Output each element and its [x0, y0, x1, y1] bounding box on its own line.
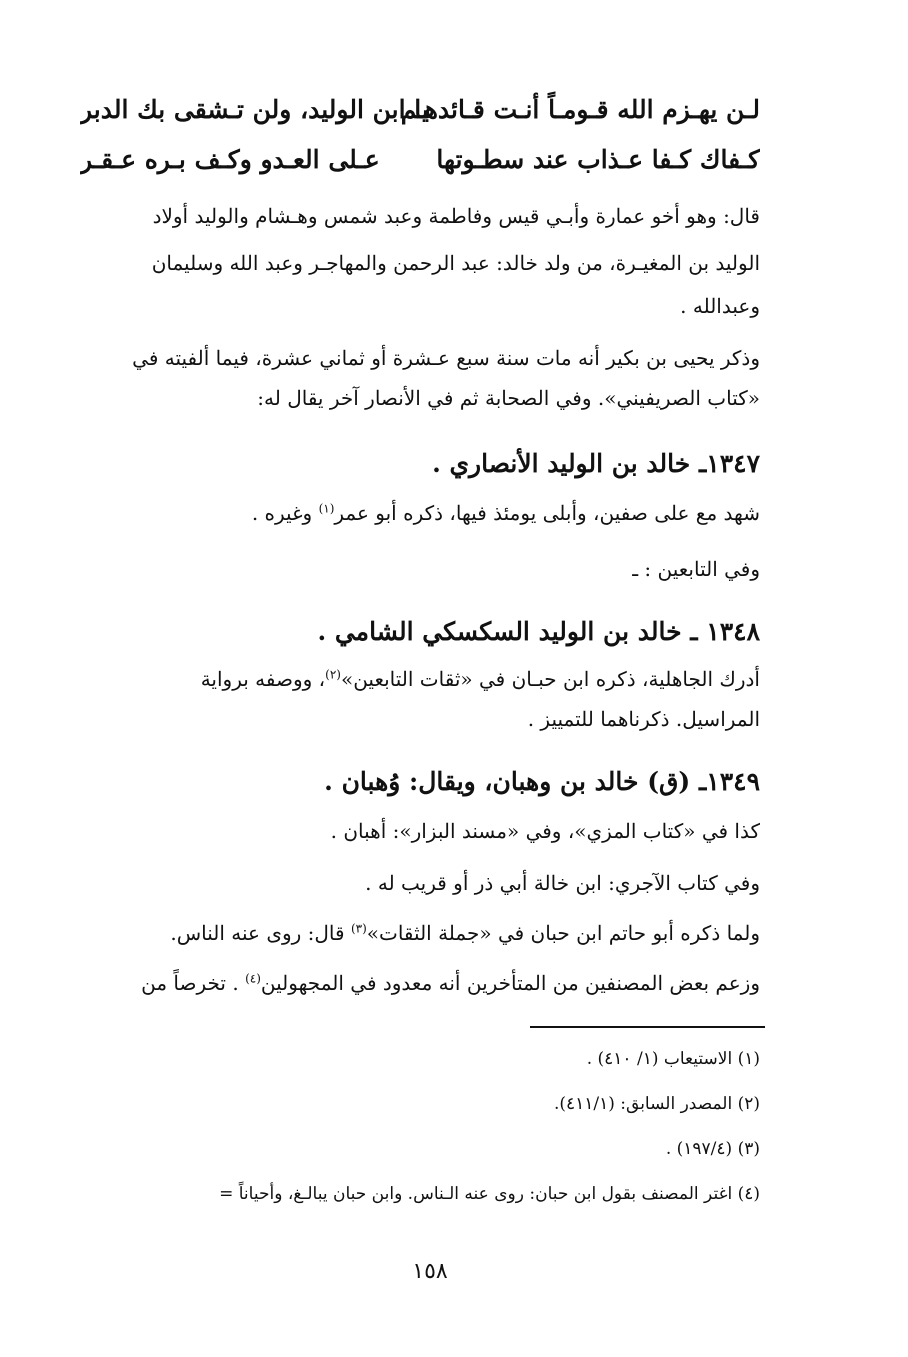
entry-1347-body — [60, 493, 760, 533]
poem-verse-2-second-hemistich: عـلى العـدو وكـف بـره عـقـر — [80, 145, 380, 174]
entry-heading-1349: ١٣٤٩ـ (ق) خالد بن وهبان، ويقال: وُهبان . — [324, 767, 760, 796]
entry-1349-line-3 — [60, 913, 760, 953]
entry-1349-line-1: كذا في «كتاب المزي»، وفي «مسند البزار»: أهبان . — [330, 819, 760, 843]
entry-heading-1348: ١٣٤٨ ـ خالد بن الوليد السكسكي الشامي . — [317, 617, 760, 646]
tabieen-note: وفي التابعين : ـ — [632, 557, 760, 581]
paragraph-2-line-2: «كتاب الصريفيني». وفي الصحابة ثم في الأنصار آخر يقال له: — [257, 386, 760, 410]
entry-1349-line-3-text: ولما ذكره أبو حاتم ابن حبان في «جملة الثقات» — [366, 921, 760, 945]
poem-verse-2-first-hemistich: كـفاك كـفا عـذاب عند سطـوتها — [436, 145, 760, 174]
footnote-1: (١) الاستيعاب (١/ ٤١٠) . — [586, 1049, 760, 1069]
entry-1349-line-4 — [60, 963, 760, 1003]
poem-verse-2 — [80, 138, 760, 182]
entry-1348-line-1-tail: ، ووصفه برواية — [200, 667, 326, 691]
entry-1348-line-1 — [60, 659, 760, 699]
entry-1348-line-2: المراسيل. ذكرناهما للتمييز . — [527, 707, 760, 731]
footnote-separator — [530, 1026, 765, 1028]
entry-1348-line-1-text: أدرك الجاهلية، ذكره ابن حبـان في «ثقات التابعين» — [340, 667, 760, 691]
footnote-ref-1: (١) — [318, 501, 335, 516]
poem-verse-1 — [80, 88, 760, 132]
footnote-ref-4: (٤) — [245, 971, 261, 986]
footnote-3: (٣) (١٩٧/٤) . — [665, 1139, 760, 1159]
page-number: ١٥٨ — [412, 1259, 448, 1284]
footnote-ref-3: (٣) — [350, 921, 367, 936]
entry-1349-line-3-tail: قال: روى عنه الناس. — [170, 921, 351, 945]
entry-1349-line-4-text: وزعم بعض المصنفين من المتأخرين أنه معدود في المجهولين — [260, 971, 760, 995]
intro-line-1: قال: وهو أخو عمارة وأبـي قيس وفاطمة وعبد شمس وهـشام والوليد أولاد — [152, 204, 760, 228]
poem-verse-1-second-hemistich: يا ابن الوليد، ولن تـشقى بك الدبر — [80, 95, 429, 124]
intro-line-2: الوليد بن المغيـرة، من ولد خالد: عبد الرحمن والمهاجـر وعبد الله وسليمان — [151, 251, 760, 275]
entry-1349-line-2: وفي كتاب الآجري: ابن خالة أبي ذر أو قريب له . — [365, 871, 760, 895]
entry-1347-body-text: شهد مع على صفين، وأبلى يومئذ فيها، ذكره أبو عمر — [334, 501, 760, 525]
intro-line-3: وعبدالله . — [680, 294, 760, 318]
entry-heading-1347: ١٣٤٧ـ خالد بن الوليد الأنصاري . — [432, 449, 760, 478]
entry-1347-body-tail: وغيره . — [251, 501, 319, 525]
poem-verse-1-first-hemistich: لـن يهـزم الله قـومـاً أنـت قـائدهـم — [400, 95, 760, 124]
footnote-ref-2: (٢) — [325, 667, 341, 682]
footnote-2: (٢) المصدر السابق: (٤١١/١). — [553, 1094, 760, 1114]
footnote-4: (٤) اغتر المصنف بقول ابن حبان: روى عنه الـناس. وابن حبان يبالـغ، وأحياناً = — [219, 1184, 760, 1204]
paragraph-2-line-1: وذكر يحيى بن بكير أنه مات سنة سبع عـشرة أو ثماني عشرة، فيما ألفيته في — [132, 346, 760, 370]
entry-1349-line-4-tail: . تخرصاً من — [141, 971, 246, 995]
